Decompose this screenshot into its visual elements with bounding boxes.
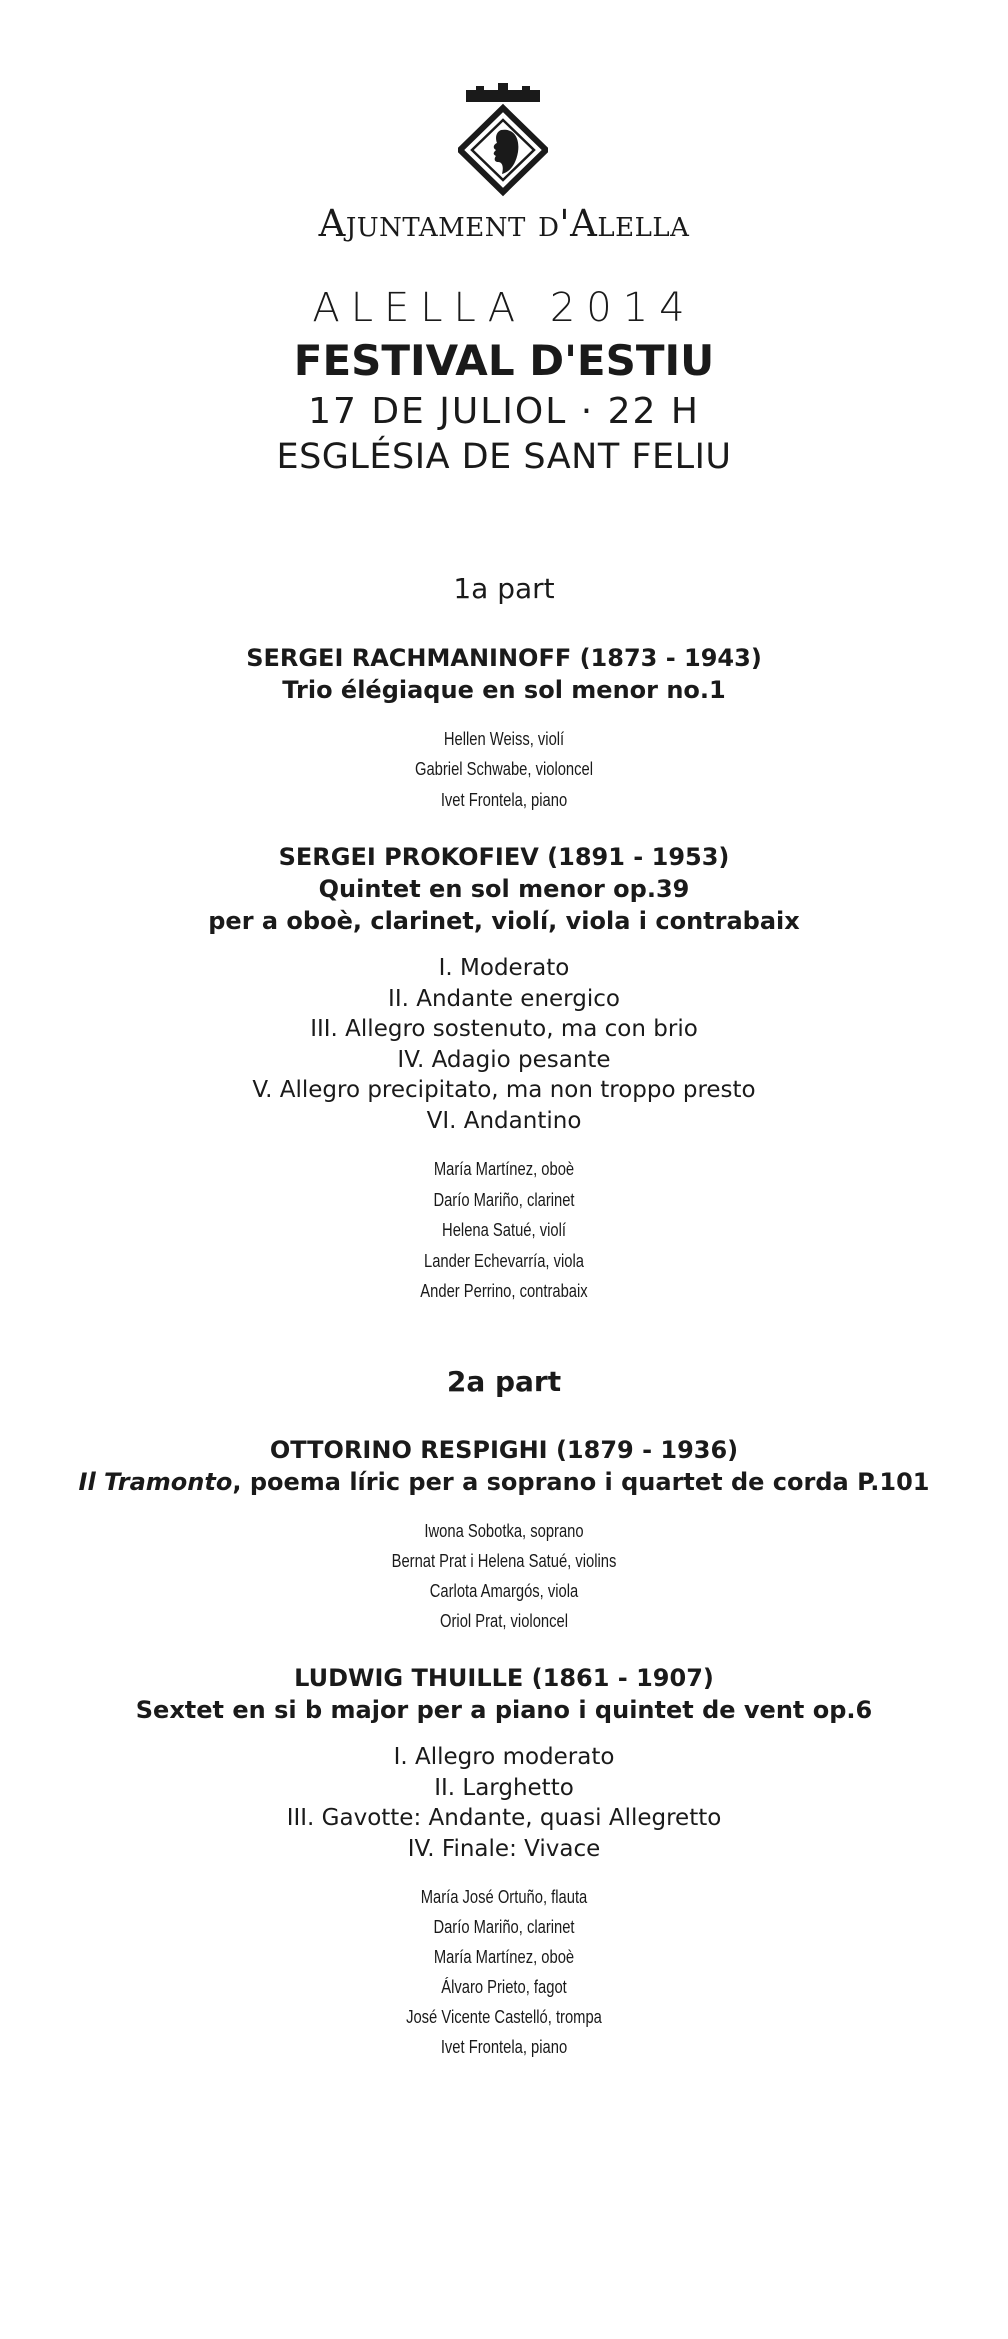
part-title: 1a part bbox=[453, 572, 555, 605]
performer: Helena Satué, violí bbox=[442, 1220, 566, 1241]
work-title: Sextet en si b major per a piano i quintet de vent op.6 bbox=[135, 1696, 873, 1725]
work-subtitle: per a oboè, clarinet, violí, viola i contrabaix bbox=[208, 907, 800, 936]
performer: Carlota Amargós, viola bbox=[429, 1581, 579, 1602]
programme bbox=[0, 572, 1008, 2088]
performer-list bbox=[0, 1154, 1008, 1307]
composer: LUDWIG THUILLE (1861 - 1907) bbox=[294, 1664, 714, 1693]
institution-name: Ajuntament d'Alella bbox=[318, 202, 690, 245]
movement: IV. Adagio pesante bbox=[397, 1046, 611, 1073]
performer: Álvaro Prieto, fagot bbox=[441, 1977, 567, 1998]
performer: Ander Perrino, contrabaix bbox=[420, 1281, 588, 1302]
movement-list bbox=[0, 953, 1008, 1136]
performer: Gabriel Schwabe, violoncel bbox=[414, 759, 594, 780]
performer-list bbox=[0, 1516, 1008, 1636]
performer: Hellen Weiss, violí bbox=[443, 728, 565, 749]
performer: María José Ortuño, flauta bbox=[420, 1887, 588, 1908]
performer: Oriol Prat, violoncel bbox=[440, 1611, 568, 1632]
performer: Darío Mariño, clarinet bbox=[433, 1189, 575, 1210]
performer: Bernat Prat i Helena Satué, violins bbox=[391, 1551, 617, 1572]
performer: Ivet Frontela, piano bbox=[440, 789, 568, 810]
concert-date: 17 DE JULIOL · 22 H bbox=[308, 391, 700, 432]
performer-list bbox=[0, 724, 1008, 816]
concert-venue: ESGLÉSIA DE SANT FELIU bbox=[276, 437, 732, 477]
festival-title: FESTIVAL D'ESTIU bbox=[293, 336, 715, 385]
movement: V. Allegro precipitato, ma non troppo presto bbox=[252, 1077, 756, 1104]
performer: José Vicente Castelló, trompa bbox=[406, 2007, 602, 2028]
piece bbox=[0, 642, 1008, 816]
composer: OTTORINO RESPIGHI (1879 - 1936) bbox=[269, 1436, 739, 1465]
performer: Darío Mariño, clarinet bbox=[433, 1917, 575, 1938]
piece bbox=[0, 841, 1008, 1307]
part-title: 2a part bbox=[446, 1364, 562, 1398]
crest-icon bbox=[458, 82, 548, 198]
movement: II. Larghetto bbox=[434, 1774, 574, 1801]
composer: SERGEI PROKOFIEV (1891 - 1953) bbox=[278, 843, 730, 872]
performer: Iwona Sobotka, soprano bbox=[424, 1521, 584, 1542]
work-title-rest: , poema líric per a soprano i quartet de corda P.101 bbox=[232, 1468, 930, 1497]
work-title bbox=[0, 1466, 1008, 1498]
piece bbox=[0, 1662, 1008, 2062]
performer-list bbox=[0, 1882, 1008, 2062]
work-title: Trio élégiaque en sol menor no.1 bbox=[282, 675, 726, 704]
movement: IV. Finale: Vivace bbox=[407, 1835, 601, 1862]
movement: I. Allegro moderato bbox=[393, 1744, 615, 1771]
composer: SERGEI RACHMANINOFF (1873 - 1943) bbox=[246, 643, 762, 672]
performer: María Martínez, oboè bbox=[433, 1947, 575, 1968]
movement: VI. Andantino bbox=[426, 1107, 582, 1134]
work-title: Quintet en sol menor op.39 bbox=[318, 875, 690, 904]
work-title-italic: Il Tramonto bbox=[78, 1468, 233, 1497]
movement: III. Gavotte: Andante, quasi Allegretto bbox=[286, 1805, 722, 1832]
festival-year: ALELLA 2014 bbox=[312, 285, 696, 331]
performer: María Martínez, oboè bbox=[433, 1159, 575, 1180]
movement: II. Andante energico bbox=[388, 985, 620, 1012]
movement: III. Allegro sostenuto, ma con brio bbox=[310, 1016, 698, 1043]
performer: Ivet Frontela, piano bbox=[440, 2037, 568, 2058]
movement: I. Moderato bbox=[438, 955, 570, 982]
piece bbox=[0, 1434, 1008, 1636]
movement-list bbox=[0, 1742, 1008, 1864]
performer: Lander Echevarría, viola bbox=[423, 1250, 584, 1271]
